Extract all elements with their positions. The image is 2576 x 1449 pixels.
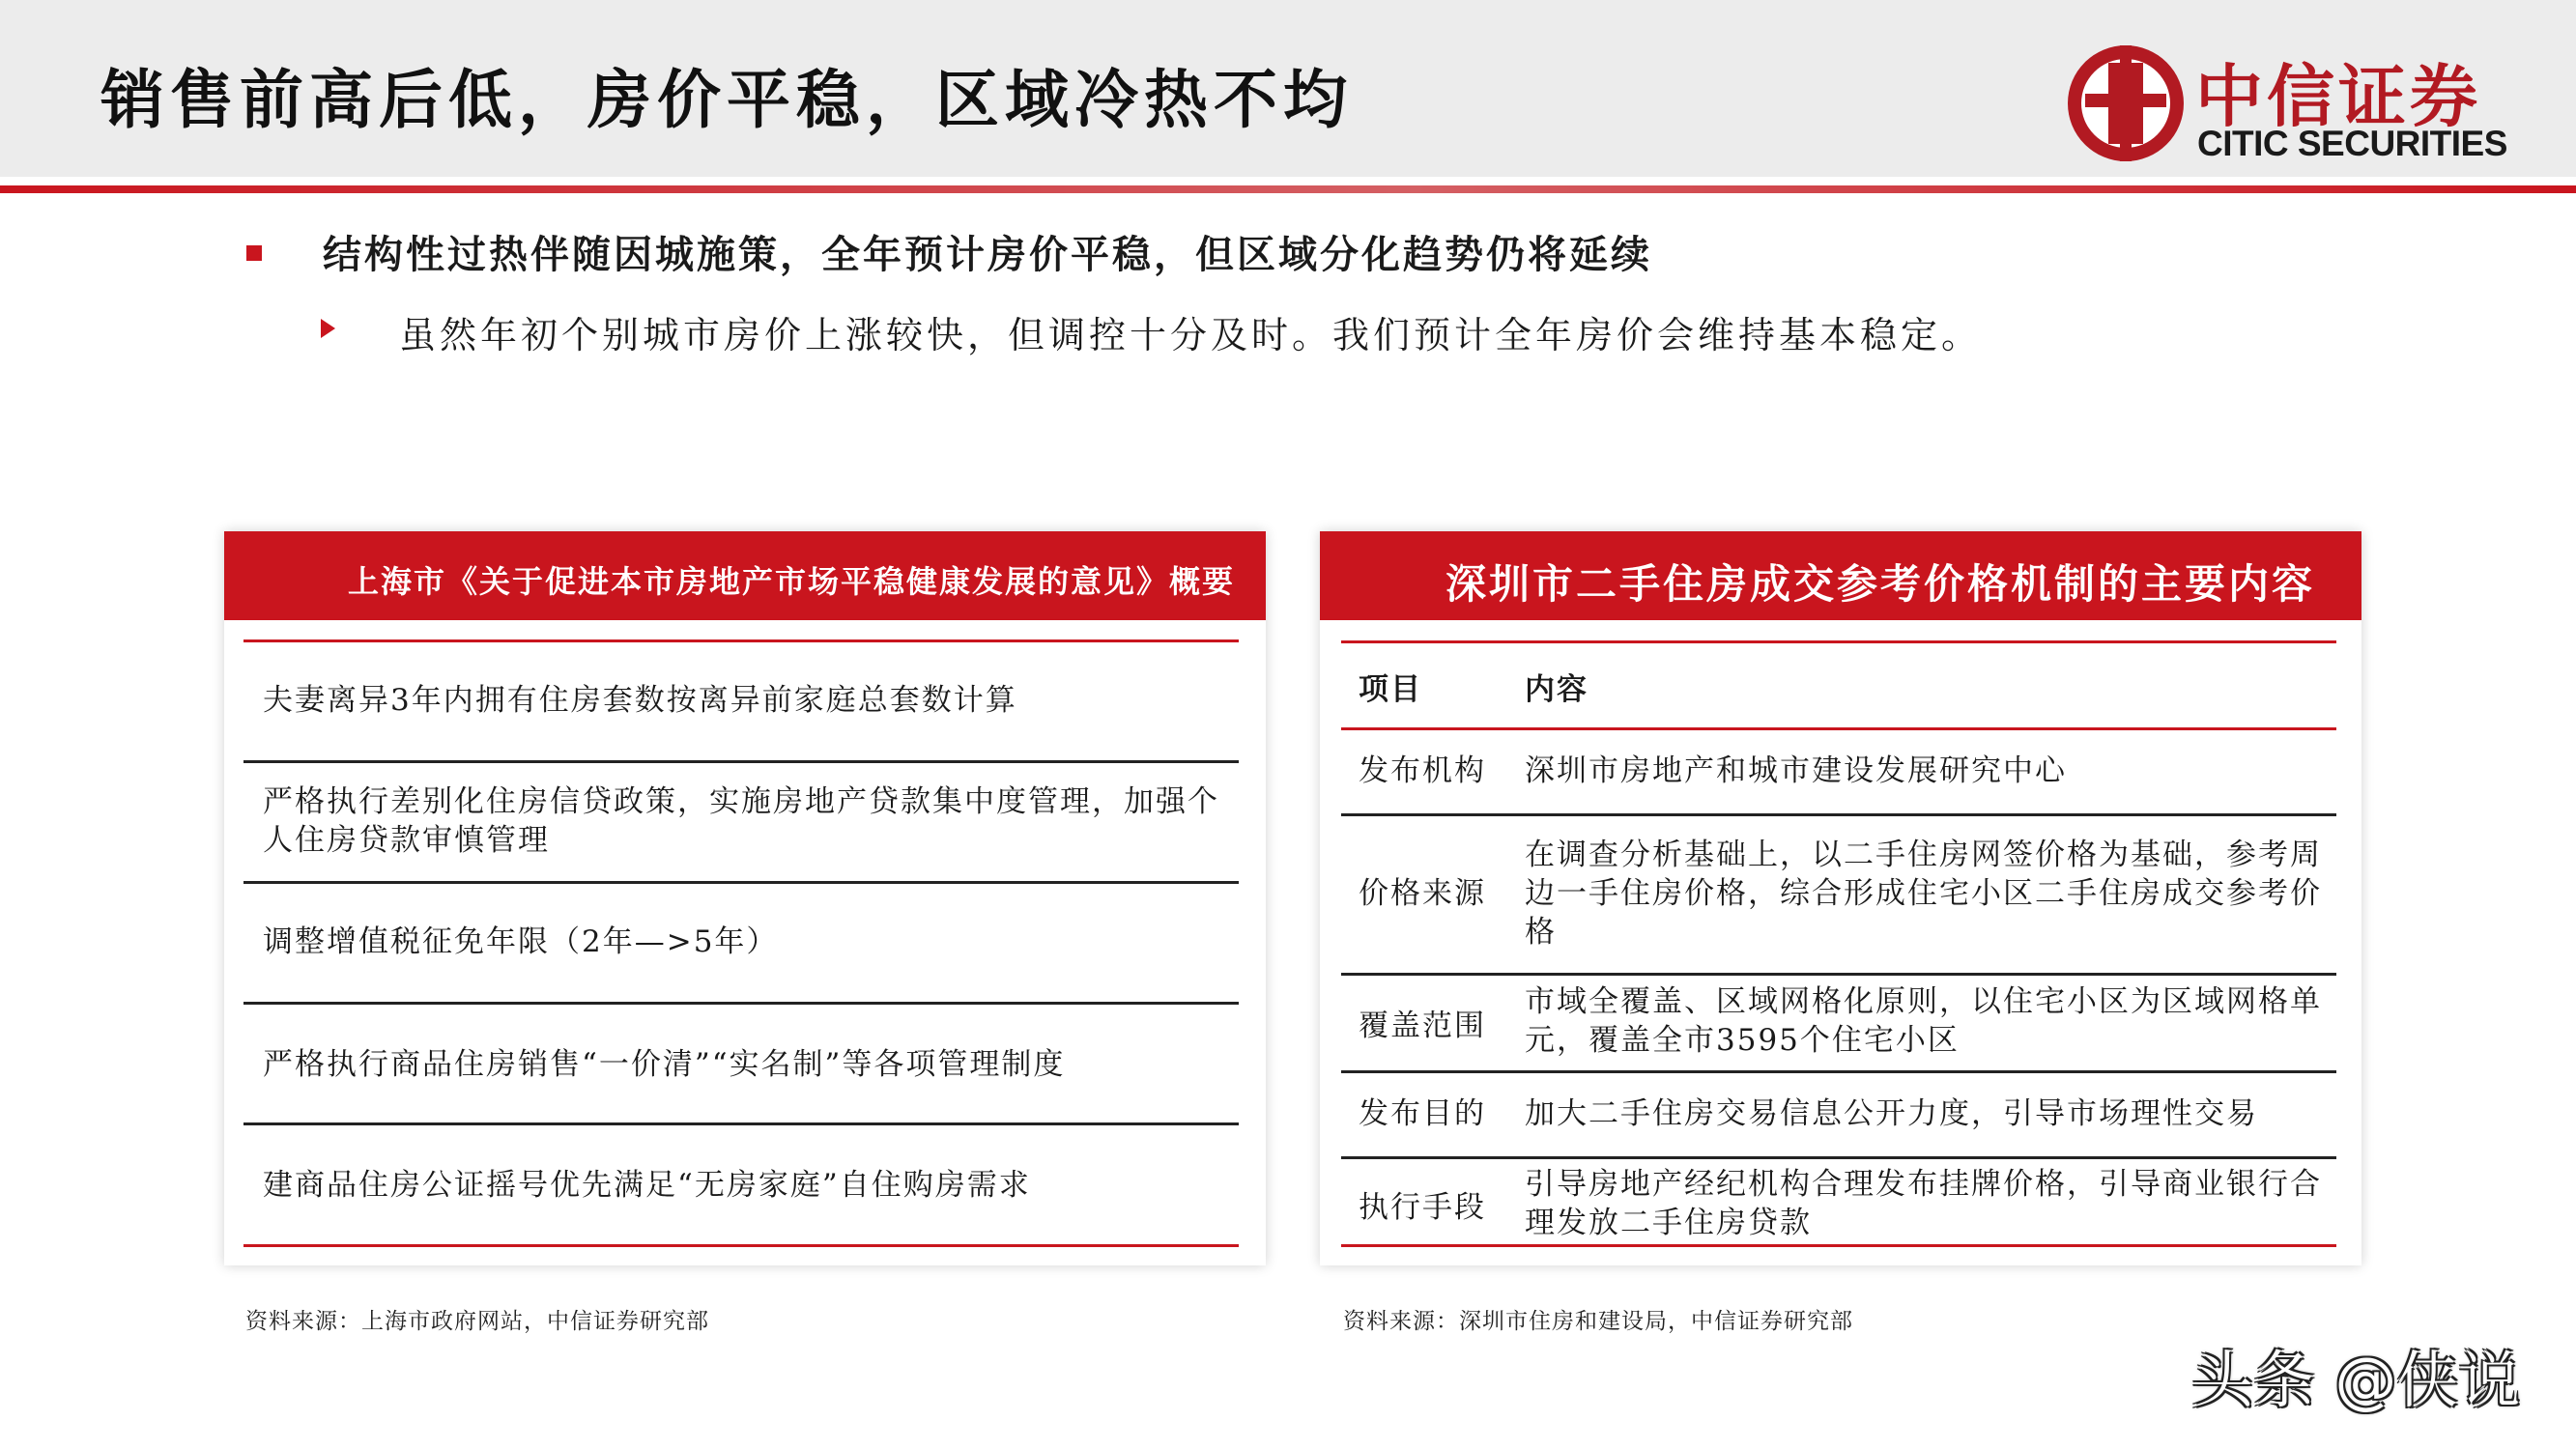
list-item-text: 建商品住房公证摇号优先满足“无房家庭”自住购房需求 [263,1168,1031,1203]
row-item: 价格来源 [1359,876,1486,911]
row-item: 覆盖范围 [1359,1009,1486,1043]
table-header-row [1341,640,2336,730]
row-content: 深圳市房地产和城市建设发展研究中心 [1525,753,2067,788]
source-note-right: 资料来源：深圳市住房和建设局，中信证券研究部 [1343,1309,1853,1334]
row-item: 执行手段 [1359,1190,1486,1225]
list-item [243,881,1239,1002]
list-item [243,1002,1239,1122]
card-header [1320,531,2361,620]
row-content: 引导房地产经纪机构合理发布挂牌价格，引导商业银行合理发放二手住房贷款 [1525,1167,2322,1240]
citic-logo [2064,39,2507,169]
square-bullet-icon [246,245,262,261]
list-item-text: 严格执行商品住房销售“一价清”“实名制”等各项管理制度 [263,1047,1066,1082]
main-bullet-text: 结构性过热伴随因城施策，全年预计房价平稳，但区域分化趋势仍将延续 [323,232,1652,277]
column-header-content: 内容 [1525,672,1589,707]
sub-bullet-text: 虽然年初个别城市房价上涨较快，但调控十分及时。我们预计全年房价会维持基本稳定。 [399,314,1983,356]
source-note-left: 资料来源：上海市政府网站，中信证券研究部 [245,1309,709,1334]
logo-en-text: CITIC SECURITIES [2197,124,2507,163]
list-item-text: 夫妻离异3年内拥有住房套数按离异前家庭总套数计算 [263,683,1017,718]
list-item-text: 严格执行差别化住房信贷政策，实施房地产贷款集中度管理，加强个人住房贷款审慎管理 [263,784,1219,858]
list-item-text: 调整增值税征免年限（2年—>5年） [263,924,779,959]
card-bottom-rule [1341,1244,2336,1247]
logo-cn-text: 中信证券 [2195,56,2481,136]
row-item: 发布目的 [1359,1096,1486,1131]
table-row [1341,813,2336,973]
shenzhen-price-card [1320,531,2361,1265]
card-bottom-rule [243,1244,1239,1247]
card-header [224,531,1266,620]
page-title: 销售前高后低，房价平稳，区域冷热不均 [100,62,1353,137]
list-item [243,760,1239,881]
citic-emblem-icon [2064,42,2188,165]
row-item: 发布机构 [1359,753,1486,788]
row-content: 在调查分析基础上，以二手住房网签价格为基础，参考周边一手住房价格，综合形成住宅小区二手住房成交参考价格 [1525,838,2322,950]
arrow-bullet-icon [321,319,335,338]
row-content: 市域全覆盖、区域网格化原则，以住宅小区为区域网格单元，覆盖全市3595个住宅小区 [1525,984,2322,1058]
list-item [243,639,1239,760]
card-title: 上海市《关于促进本市房地产市场平稳健康发展的意见》概要 [348,563,1236,600]
table-row [1341,1156,2336,1247]
header-divider [0,185,2576,193]
card-title: 深圳市二手住房成交参考价格机制的主要内容 [1445,560,2316,608]
shanghai-policy-card [224,531,1266,1265]
header-bar [0,0,2576,177]
row-content: 加大二手住房交易信息公开力度，引导市场理性交易 [1525,1096,2258,1131]
column-header-item: 项目 [1359,672,1422,707]
watermark: 头条 @侠说 [2191,1346,2521,1417]
list-item [243,1122,1239,1243]
table-row [1341,973,2336,1070]
table-row [1341,727,2336,813]
table-row [1341,1070,2336,1156]
